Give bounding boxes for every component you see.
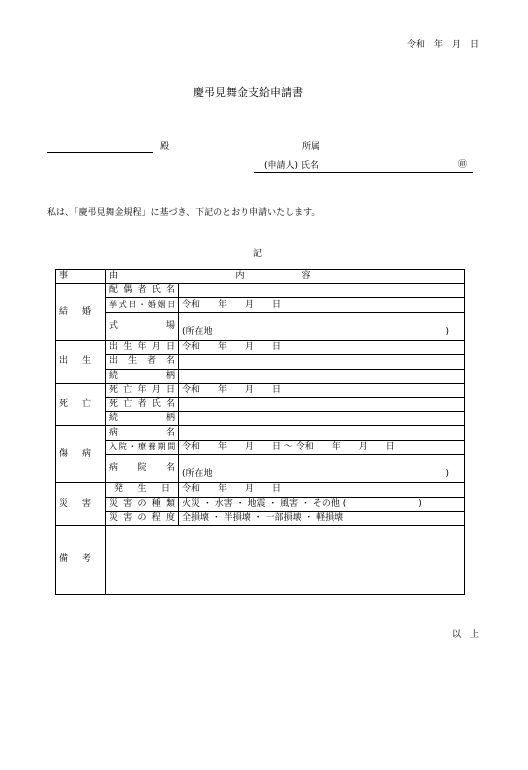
death-date-label: 死亡年月日 bbox=[106, 383, 179, 397]
closing-text: 以 上 bbox=[452, 630, 480, 640]
birth-name-field[interactable] bbox=[179, 355, 465, 369]
disaster-degree-field[interactable]: 全損壊 ・ 半損壊 ・ 一部損壊 ・ 軽損壊 bbox=[179, 511, 465, 525]
addressee-suffix: 殿 bbox=[160, 142, 170, 152]
death-date-field[interactable]: 令和 年 月 日 bbox=[179, 383, 465, 397]
affiliation-label: 所属 bbox=[302, 142, 321, 152]
disaster-degree-label: 災害の程度 bbox=[106, 511, 179, 525]
header-content: 内 容 bbox=[106, 270, 465, 284]
document-title: 慶弔見舞金支給申請書 bbox=[193, 86, 303, 99]
hospital-field[interactable] bbox=[179, 454, 465, 482]
venue-location-suffix: ) bbox=[445, 327, 449, 338]
seal-mark: ㊞ bbox=[458, 160, 468, 170]
category-marriage: 結婚 bbox=[56, 284, 106, 341]
hospital-location-prefix: (所在地 bbox=[182, 469, 213, 480]
spouse-name-label: 配偶者氏名 bbox=[106, 284, 179, 298]
category-birth: 出生 bbox=[56, 341, 106, 384]
spouse-name-field[interactable] bbox=[179, 284, 465, 298]
disease-label: 病名 bbox=[106, 426, 179, 440]
death-relation-label: 続柄 bbox=[106, 412, 179, 426]
treatment-period-label: 入院・療養期間 bbox=[106, 440, 179, 454]
death-relation-field[interactable] bbox=[179, 412, 465, 426]
venue-location-prefix: (所在地 bbox=[182, 327, 213, 338]
venue-label: 式場 bbox=[106, 312, 179, 340]
intro-text: 私は、「慶弔見舞金規程」に基づき、下記のとおり申請いたします。 bbox=[47, 208, 321, 218]
occurrence-date-field[interactable]: 令和 年 月 日 bbox=[179, 483, 465, 497]
category-illness: 傷病 bbox=[56, 426, 106, 483]
category-disaster: 災害 bbox=[56, 483, 106, 526]
application-table bbox=[55, 269, 465, 595]
category-death: 死亡 bbox=[56, 383, 106, 426]
wedding-date-label: 挙式日・婚姻日 bbox=[106, 298, 179, 312]
hospital-name-label: 病院名 bbox=[106, 454, 179, 482]
header-reason: 事 由 bbox=[56, 270, 106, 284]
deceased-name-label: 死亡者氏名 bbox=[106, 397, 179, 411]
birth-name-label: 出生者名 bbox=[106, 355, 179, 369]
disaster-type-label: 災害の種類 bbox=[106, 497, 179, 511]
applicant-name-label: (申請人) 氏名 bbox=[264, 161, 319, 171]
disease-field[interactable] bbox=[179, 426, 465, 440]
birth-date-label: 出生年月日 bbox=[106, 341, 179, 355]
birth-date-field[interactable]: 令和 年 月 日 bbox=[179, 341, 465, 355]
deceased-name-field[interactable] bbox=[179, 397, 465, 411]
remarks-field[interactable] bbox=[106, 525, 465, 594]
disaster-type-field[interactable]: 火災 ・ 水害 ・ 地震 ・ 風害 ・ その他 ( ) bbox=[179, 497, 465, 511]
birth-relation-field[interactable] bbox=[179, 369, 465, 383]
occurrence-date-label: 発生日 bbox=[106, 483, 179, 497]
ki-label: 記 bbox=[253, 249, 263, 259]
wedding-date-field[interactable]: 令和 年 月 日 bbox=[179, 298, 465, 312]
treatment-period-field[interactable]: 令和 年 月 日 〜 令和 年 月 日 bbox=[179, 440, 465, 454]
venue-field[interactable] bbox=[179, 312, 465, 340]
category-remarks: 備考 bbox=[56, 525, 106, 594]
addressee-name-line bbox=[47, 152, 153, 153]
hospital-location-suffix: ) bbox=[445, 469, 449, 480]
applicant-name-line bbox=[254, 172, 473, 173]
birth-relation-label: 続柄 bbox=[106, 369, 179, 383]
date-line: 令和 年 月 日 bbox=[407, 40, 480, 50]
